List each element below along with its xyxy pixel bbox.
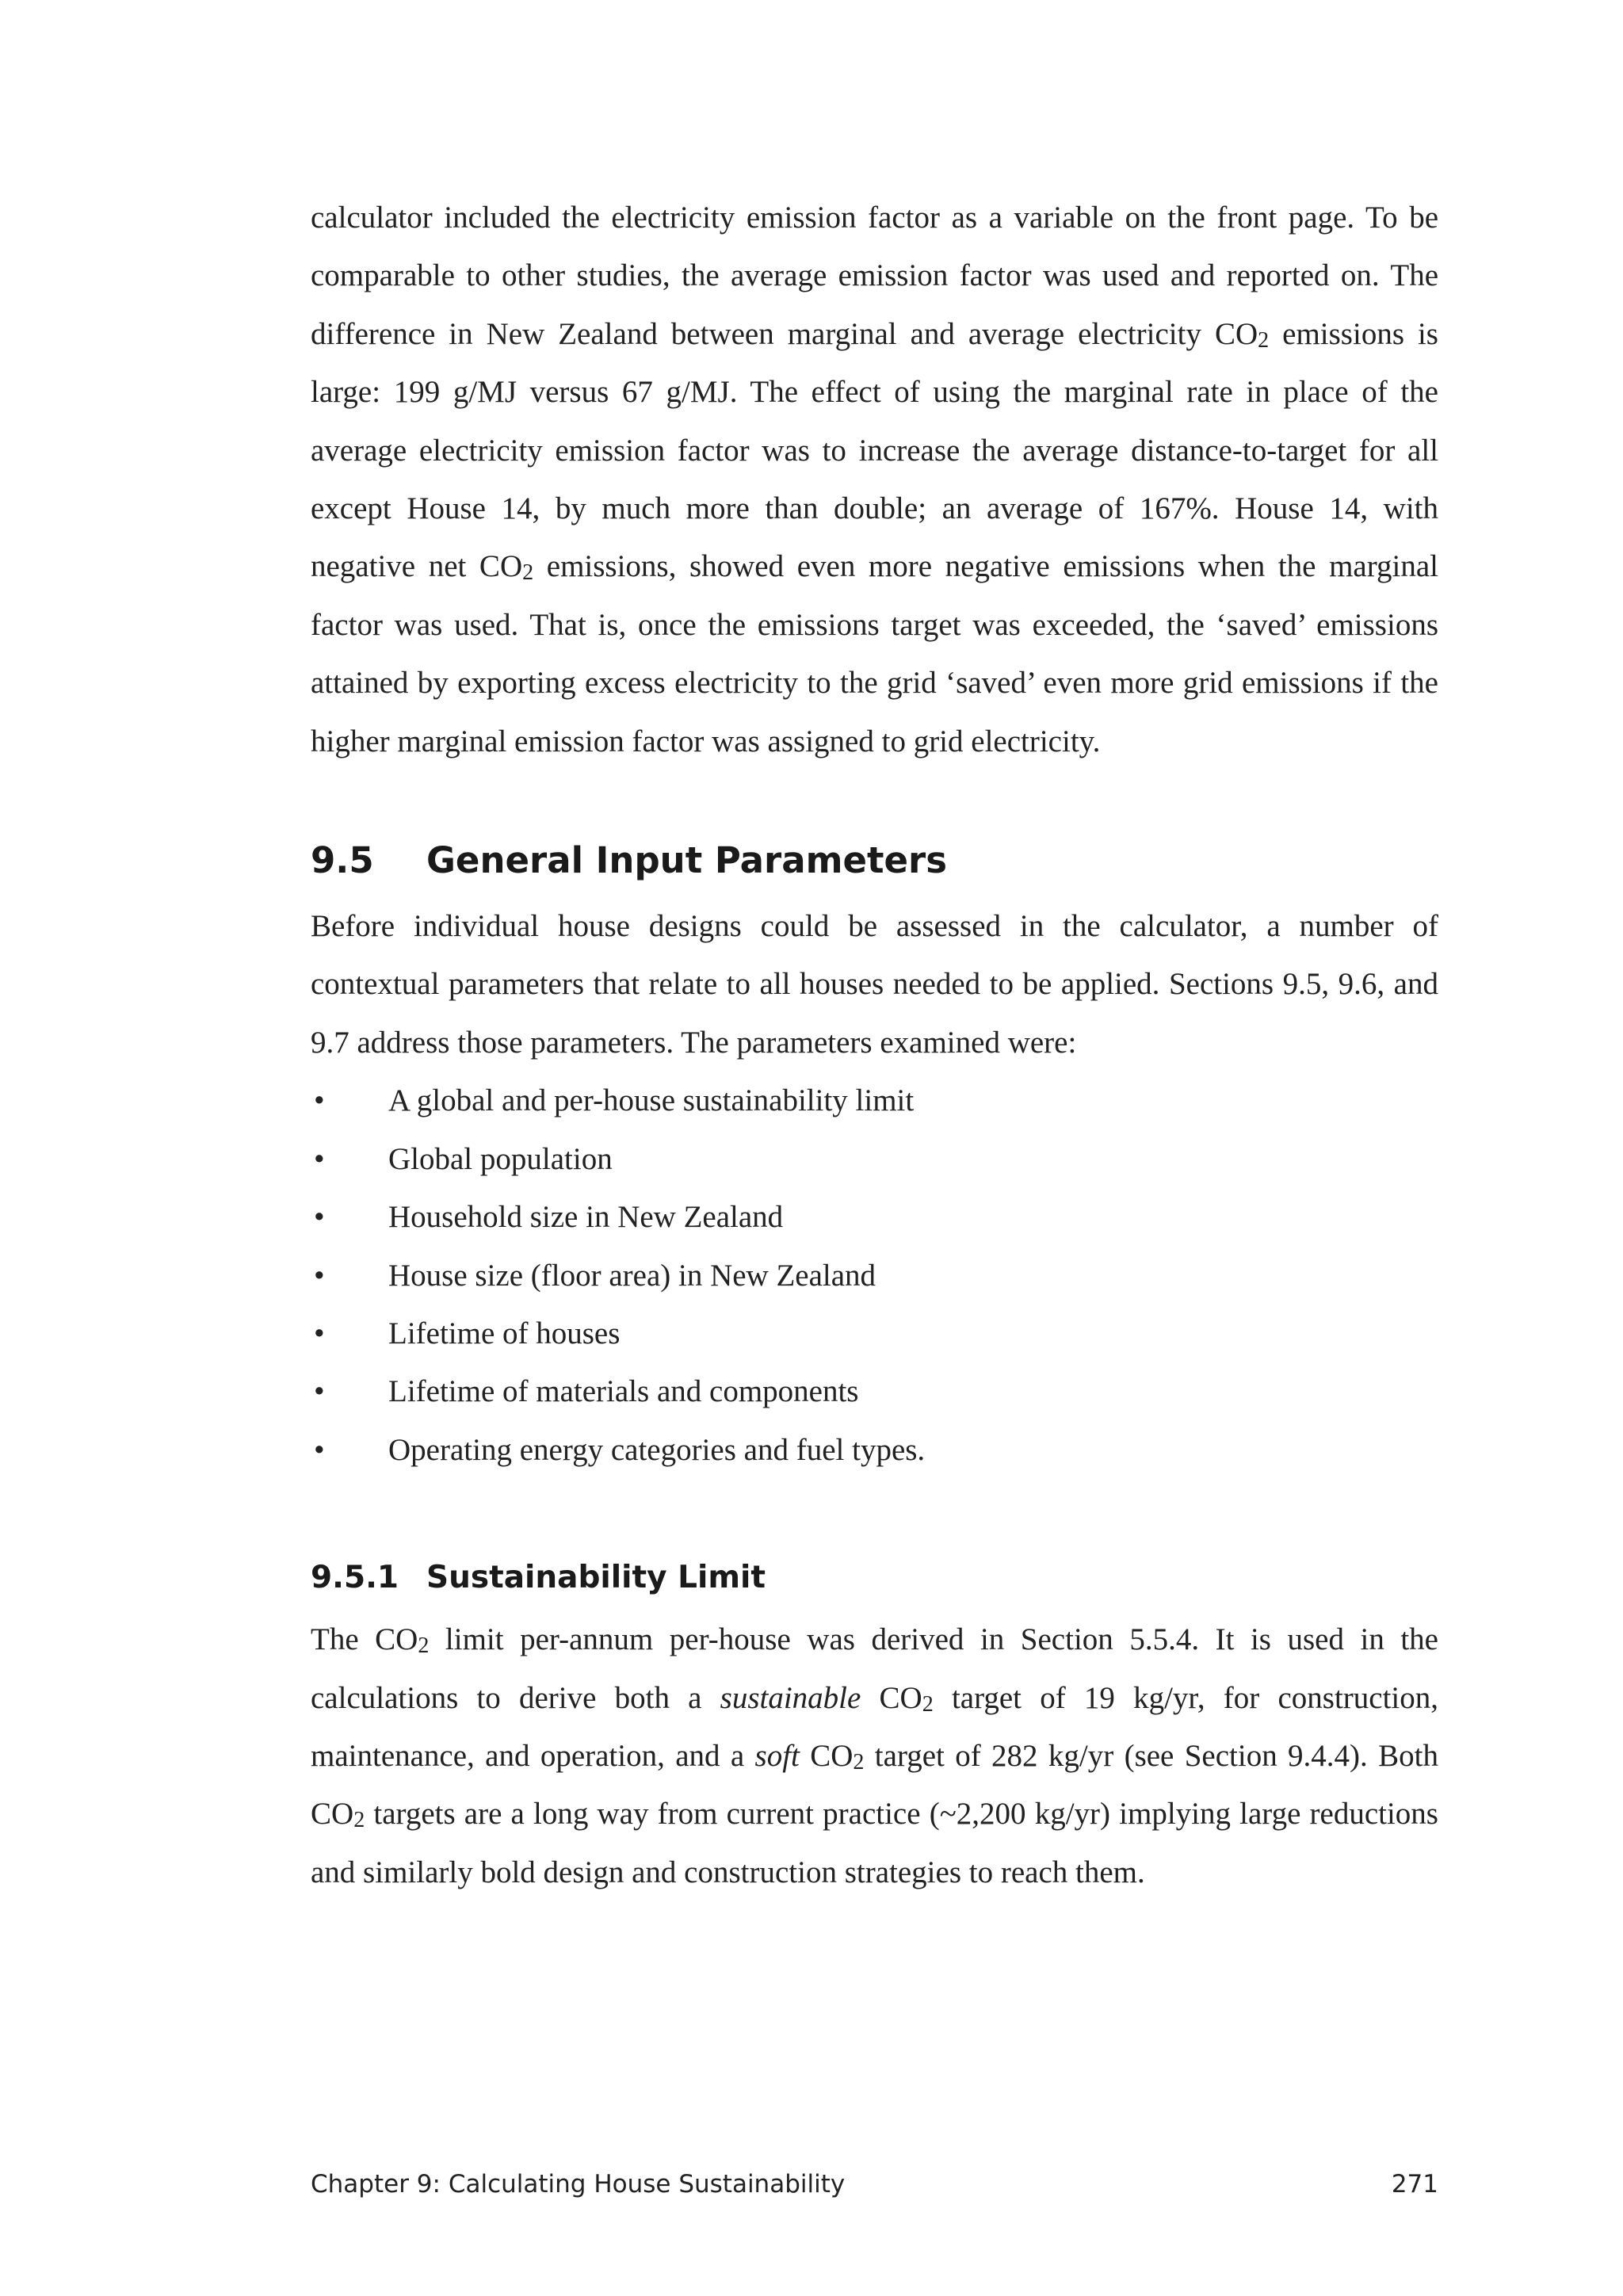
subsection-title: Sustainability Limit — [426, 1560, 766, 1596]
list-item-text: Operating energy categories and fuel types. — [388, 1432, 926, 1467]
text-run: targets are a long way from current practice (~2,200 kg/yr) implying large reductions and similarly bold design and construction strategies to reach them. — [311, 1797, 1438, 1889]
list-item — [311, 1305, 1438, 1362]
list-item-text: Household size in New Zealand — [388, 1200, 784, 1235]
emphasis-text: sustainable — [720, 1680, 861, 1715]
list-item — [311, 1421, 1438, 1479]
text-run: The CO — [311, 1622, 418, 1657]
body-paragraph — [311, 1610, 1438, 1901]
list-item — [311, 1362, 1438, 1420]
subscript: 2 — [418, 1633, 430, 1659]
bullet-icon: • — [314, 1258, 325, 1293]
section-number: 9.5 — [311, 839, 374, 882]
list-item-text: Lifetime of materials and components — [388, 1374, 859, 1409]
bullet-icon: • — [314, 1083, 325, 1118]
list-item — [311, 1072, 1438, 1129]
list-item-text: A global and per-house sustainability limit — [388, 1083, 915, 1118]
bullet-icon: • — [314, 1374, 325, 1409]
section-intro-paragraph: Before individual house designs could be assessed in the calculator, a number of contextual parameters that relate to all houses needed to be applied. Sections 9.5, 9.6, and 9.7 address those parameters. The parameters examined were: — [311, 909, 1438, 1060]
list-item-text: House size (floor area) in New Zealand — [388, 1258, 876, 1293]
text-run: emissions is large: 199 g/MJ versus 67 g/MJ. The effect of using the marginal rate in place of the average electricity emission factor was to increase the average distance-to-target for all except House 14, by much more than double; an average of 167%. House 14, with negative net CO — [311, 316, 1438, 584]
page-footer — [311, 2170, 1438, 2199]
page-content — [311, 189, 1438, 1901]
subsection-number: 9.5.1 — [311, 1560, 399, 1596]
parameter-list — [311, 1072, 1438, 1479]
subscript: 2 — [853, 1750, 865, 1775]
text-run: calculator included the electricity emission factor as a variable on the front page. To be comparable to other studies, the average emission factor was used and reported on. The difference in New Zealand between marginal and average electricity CO — [311, 201, 1438, 351]
emphasis-text: soft — [754, 1738, 800, 1773]
text-run: target of 19 kg/yr, for construction, maintenance, and operation, and a — [311, 1680, 1438, 1773]
subscript: 2 — [522, 560, 534, 586]
section-title: General Input Parameters — [426, 839, 947, 882]
text-run: CO — [799, 1738, 854, 1773]
subscript: 2 — [353, 1808, 365, 1833]
bullet-icon: • — [314, 1141, 325, 1176]
footer-chapter-title: Chapter 9: Calculating House Sustainability — [311, 2170, 846, 2199]
section-heading — [311, 835, 1438, 886]
bullet-icon: • — [314, 1200, 325, 1235]
bullet-icon: • — [314, 1432, 325, 1467]
list-item — [311, 1247, 1438, 1305]
page-number: 271 — [1391, 2170, 1438, 2199]
text-run: CO — [861, 1680, 922, 1715]
subscript: 2 — [1258, 328, 1270, 353]
bullet-icon: • — [314, 1316, 325, 1350]
list-item-text: Lifetime of houses — [388, 1316, 621, 1350]
list-item — [311, 1130, 1438, 1188]
body-paragraph — [311, 189, 1438, 770]
list-item — [311, 1188, 1438, 1246]
text-run: emissions, showed even more negative emissions when the marginal factor was used. That is, once the emissions target was exceeded, the ‘saved’ emissions attained by exporting excess electricity to the grid ‘saved’ even more grid emissions if the higher marginal emission factor was assigned to grid electricity. — [311, 549, 1438, 758]
subscript: 2 — [922, 1691, 934, 1717]
list-item-text: Global population — [388, 1141, 613, 1176]
subsection-heading — [311, 1555, 1438, 1601]
text-run: limit per-annum per-house was derived in Section 5.5.4. It is used in the calculations to derive both a — [311, 1622, 1438, 1715]
text-run: target of 282 kg/yr (see Section 9.4.4). Both CO — [311, 1738, 1438, 1832]
